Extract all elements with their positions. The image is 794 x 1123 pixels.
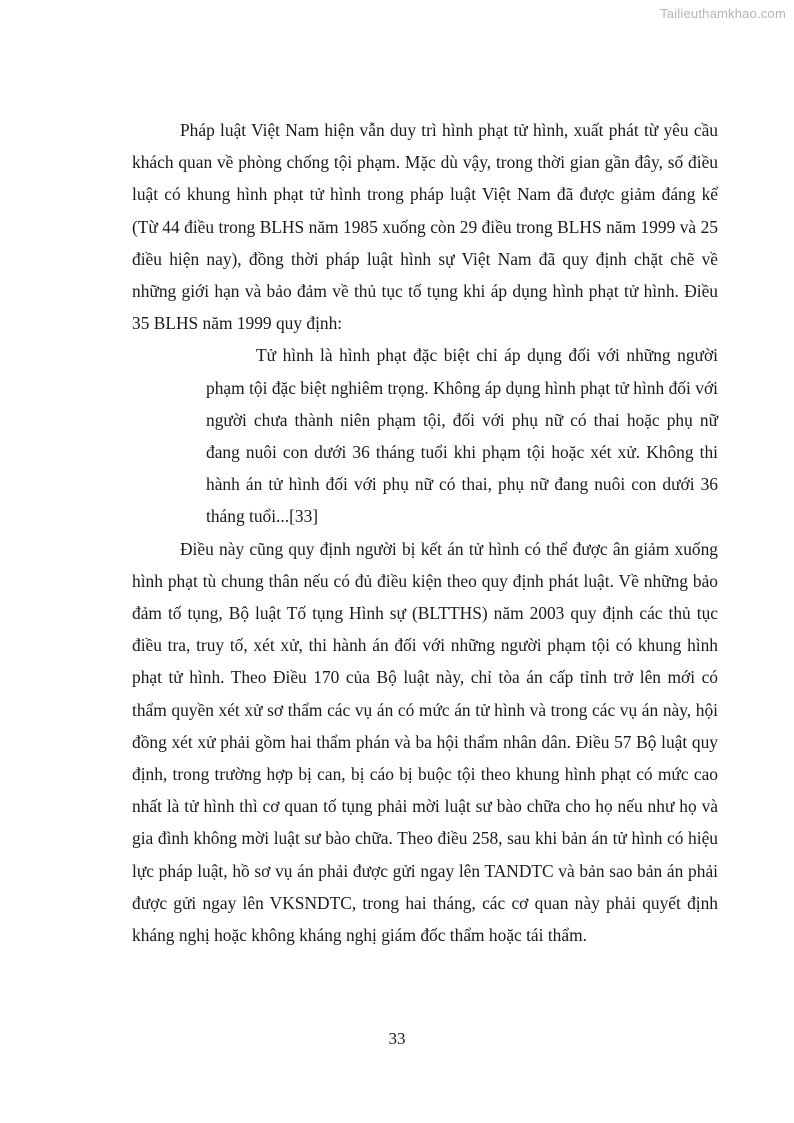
paragraph-intro: Pháp luật Việt Nam hiện vẫn duy trì hình phạt tử hình, xuất phát từ yêu cầu khách quan về phòng chống tội phạm. Mặc dù vậy, trong thời gian gần đây, số điều luật có khung hình phạt tử hình trong pháp luật Việt Nam đã được giảm đáng kể (Từ 44 điều trong BLHS năm 1985 xuống còn 29 điều trong BLHS năm 1999 và 25 điều hiện nay), đồng thời pháp luật hình sự Việt Nam đã quy định chặt chẽ về những giới hạn và bảo đảm về thủ tục tố tụng khi áp dụng hình phạt tử hình. Điều 35 BLHS năm 1999 quy định: (132, 120, 718, 334)
watermark: Tailieuthamkhao.com (660, 6, 786, 21)
page-body (132, 114, 718, 951)
paragraph-procedural-guarantees: Điều này cũng quy định người bị kết án tử hình có thể được ân giảm xuống hình phạt tù chung thân nếu có đủ điều kiện theo quy định phát luật. Về những bảo đảm tố tụng, Bộ luật Tố tụng Hình sự (BLTTHS) năm 2003 quy định các thủ tục điều tra, truy tố, xét xử, thi hành án đối với những người phạm tội có khung hình phạt tử hình. Theo Điều 170 của Bộ luật này, chỉ tòa án cấp tỉnh trở lên mới có thẩm quyền xét xử sơ thẩm các vụ án có mức án tử hình và trong các vụ án này, hội đồng xét xử phải gồm hai thẩm phán và ba hội thẩm nhân dân. Điều 57 Bộ luật quy định, trong trường hợp bị can, bị cáo bị buộc tội theo khung hình phạt có mức cao nhất là tử hình thì cơ quan tố tụng phải mời luật sư bào chữa cho họ nếu như họ và gia đình không mời luật sư bào chữa. Theo điều 258, sau khi bản án tử hình có hiệu lực pháp luật, hồ sơ vụ án phải được gửi ngay lên TANDTC và bản sao bản án phải được gửi ngay lên VKSNDTC, trong hai tháng, các cơ quan này phải quyết định kháng nghị hoặc không kháng nghị giám đốc thẩm hoặc tái thẩm. (132, 538, 718, 946)
quoted-article-35: Tử hình là hình phạt đặc biệt chỉ áp dụng đối với những người phạm tội đặc biệt nghiêm trọng. Không áp dụng hình phạt tử hình đối với người chưa thành niên phạm tội, đối với phụ nữ có thai hoặc phụ nữ đang nuôi con dưới 36 tháng tuổi khi phạm tội hoặc xét xử. Không thi hành án tử hình đối với phụ nữ có thai, phụ nữ đang nuôi con dưới 36 tháng tuổi...[33] (206, 345, 718, 527)
page-number: 33 (388, 1029, 406, 1048)
